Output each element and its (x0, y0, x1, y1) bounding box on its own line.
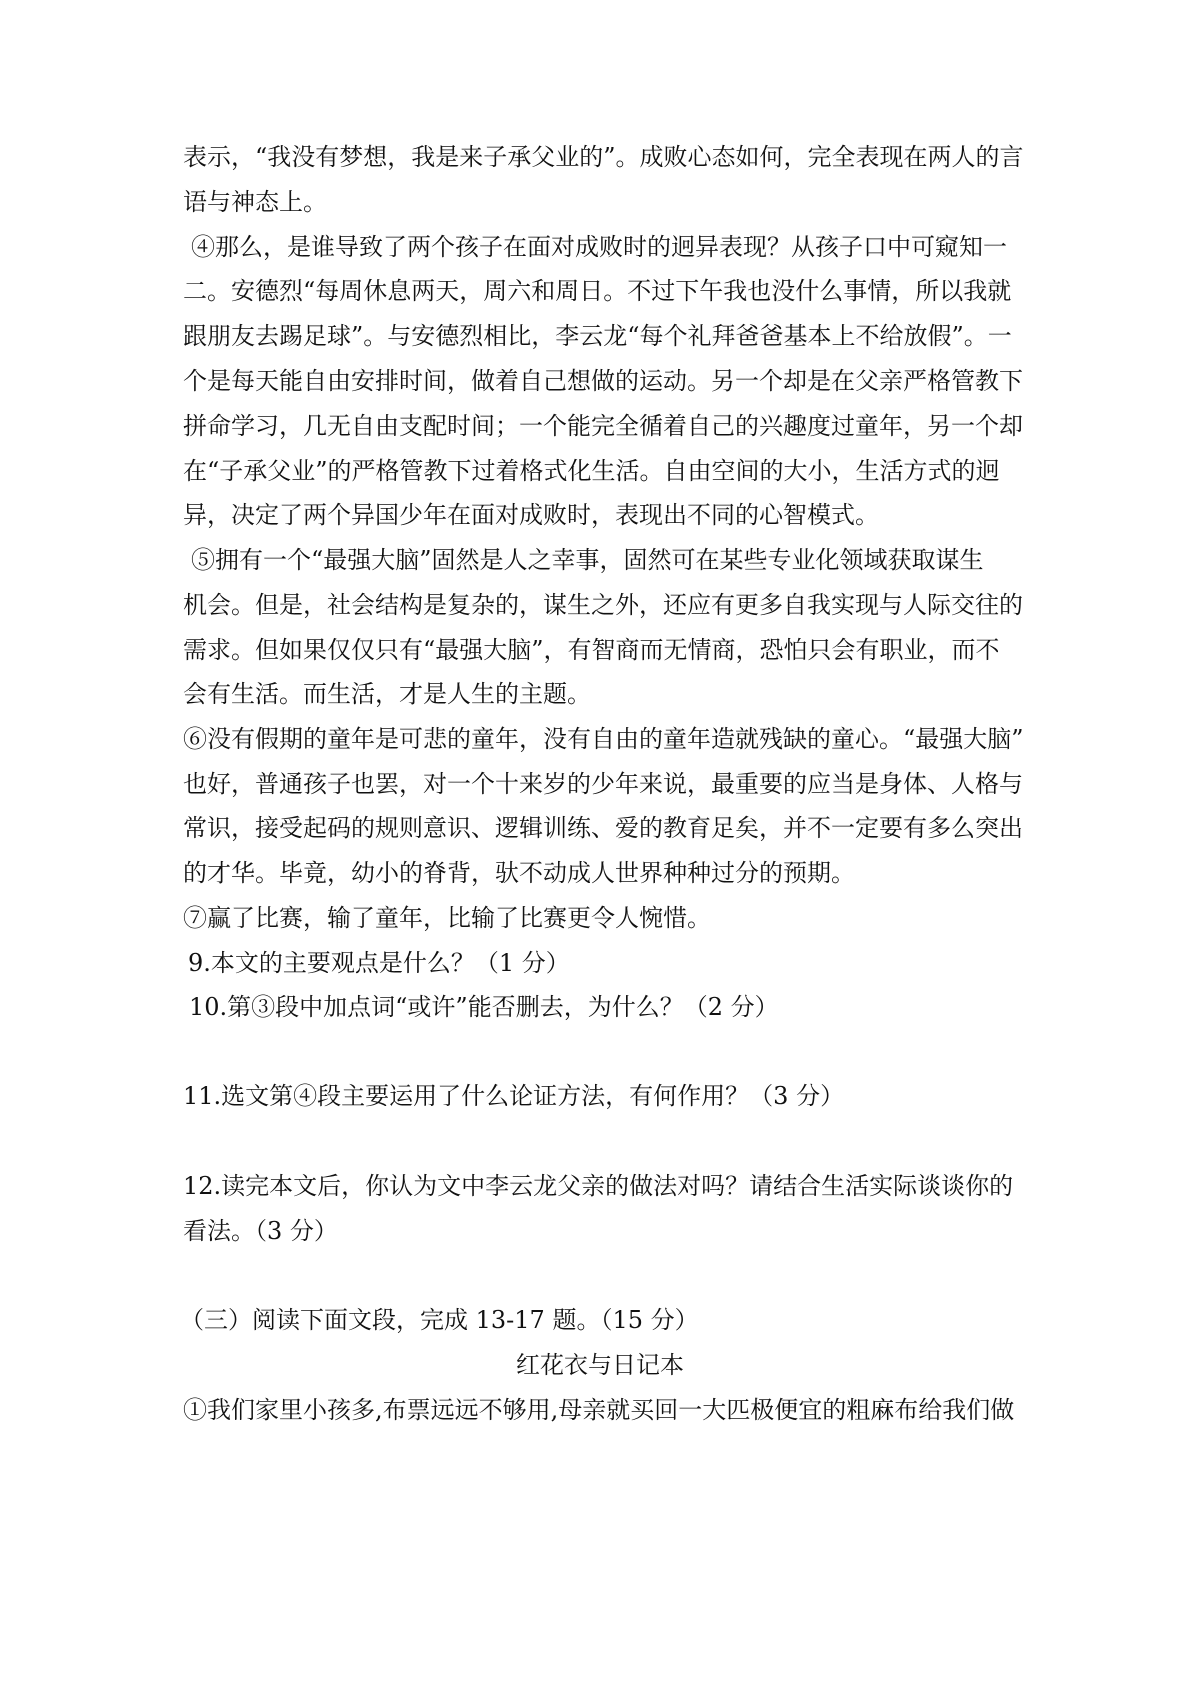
text-line: 个是每天能自由安排时间，做着自己想做的运动。另一个却是在父亲严格管教下 (183, 367, 1023, 395)
paragraph-4-start: ④那么，是谁导致了两个孩子在面对成败时的迥异表现？从孩子口中可窥知一 (191, 233, 1007, 261)
article-paragraph-1-start: ①我们家里小孩多,布票远远不够用,母亲就买回一大匹极便宜的粗麻布给我们做 (183, 1396, 1015, 1424)
text-line: 在“子承父业”的严格管教下过着格式化生活。自由空间的大小，生活方式的迥 (183, 457, 1000, 485)
text-line: 跟朋友去踢足球”。与安德烈相比，李云龙“每个礼拜爸爸基本上不给放假”。一 (183, 322, 1012, 350)
text-line: 会有生活。而生活，才是人生的主题。 (183, 680, 591, 708)
text-line: 异，决定了两个异国少年在面对成败时，表现出不同的心智模式。 (183, 501, 879, 529)
paragraph-6-start: ⑥没有假期的童年是可悲的童年，没有自由的童年造就残缺的童心。“最强大脑” (183, 725, 1024, 753)
text-line: 机会。但是，社会结构是复杂的，谋生之外，还应有更多自我实现与人际交往的 (183, 591, 1023, 619)
paragraph-7: ⑦赢了比赛，输了童年，比输了比赛更令人惋惜。 (183, 904, 711, 932)
section-heading: （三）阅读下面文段，完成 13-17 题。（15 分） (180, 1306, 699, 1334)
question-12-continued: 看法。（3 分） (183, 1217, 338, 1245)
question-9: 9.本文的主要观点是什么？（1 分） (188, 949, 570, 977)
text-line: 二。安德烈“每周休息两天，周六和周日。不过下午我也没什么事情，所以我就 (183, 277, 1012, 305)
text-line: 拼命学习，几无自由支配时间；一个能完全循着自己的兴趣度过童年，另一个却 (183, 412, 1023, 440)
question-10: 10.第③段中加点词“或许”能否删去，为什么？（2 分） (189, 993, 779, 1021)
text-line: 常识，接受起码的规则意识、逻辑训练、爱的教育足矣，并不一定要有多么突出 (183, 814, 1023, 842)
text-line: 的才华。毕竟，幼小的脊背，驮不动成人世界种种过分的预期。 (183, 859, 855, 887)
paragraph-5-start: ⑤拥有一个“最强大脑”固然是人之幸事，固然可在某些专业化领域获取谋生 (191, 546, 984, 574)
text-line: 需求。但如果仅仅只有“最强大脑”，有智商而无情商，恐怕只会有职业，而不 (183, 636, 1000, 664)
article-title: 红花衣与日记本 (516, 1351, 684, 1379)
text-line: 语与神态上。 (183, 188, 327, 216)
question-11: 11.选文第④段主要运用了什么论证方法，有何作用？（3 分） (183, 1082, 845, 1110)
text-line: 也好，普通孩子也罢，对一个十来岁的少年来说，最重要的应当是身体、人格与 (183, 770, 1023, 798)
text-line: 表示，“我没有梦想，我是来子承父业的”。成败心态如何，完全表现在两人的言 (183, 143, 1024, 171)
question-12: 12.读完本文后，你认为文中李云龙父亲的做法对吗？请结合生活实际谈谈你的 (183, 1172, 1014, 1200)
